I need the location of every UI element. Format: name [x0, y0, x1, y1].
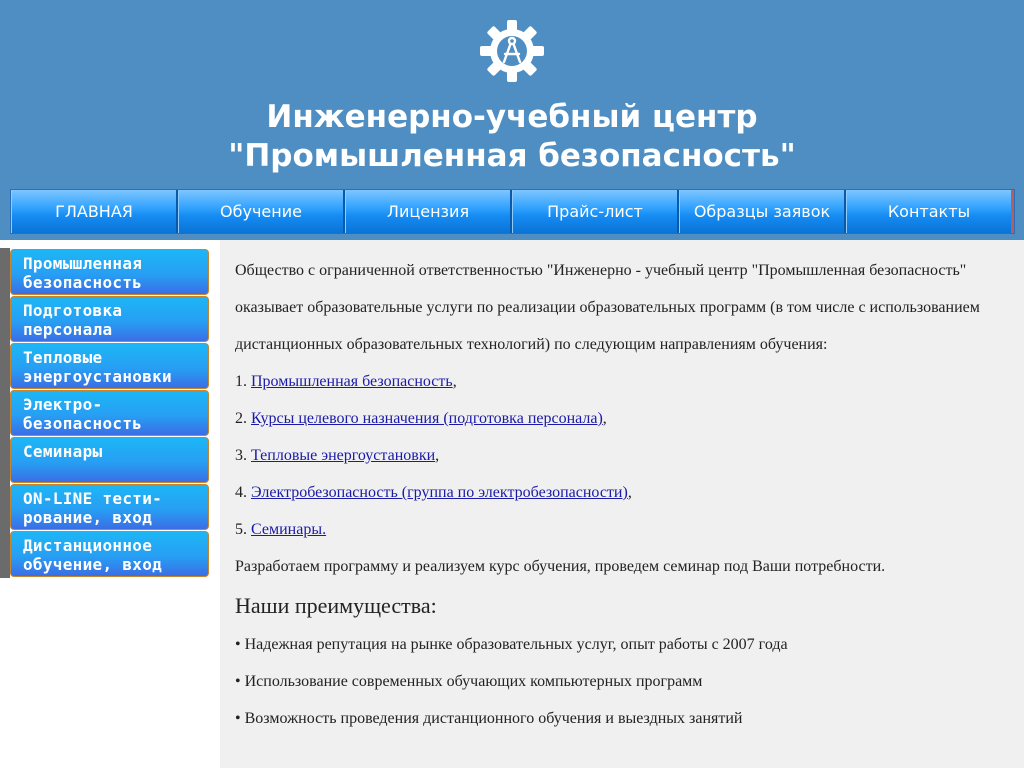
advantage-item: • Использование современных обучающих компьютерных программ [235, 673, 703, 690]
sidebar-item-distance-learning[interactable] [10, 531, 209, 577]
nav-license[interactable]: Лицензия [345, 190, 512, 233]
advantage-item: • Возможность проведения дистанционного обучения и выездных занятий [235, 710, 743, 727]
nav-home[interactable]: ГЛАВНАЯ [11, 190, 178, 233]
sidebar-edge-strip [0, 248, 10, 578]
nav-price-list[interactable]: Прайс-лист [512, 190, 679, 233]
offer-paragraph: Разработаем программу и реализуем курс обучения, проведем семинар под Ваши потребности. [235, 558, 886, 575]
direction-suffix: , [435, 447, 440, 464]
sidebar-item-label: Подготовка [23, 301, 123, 320]
sidebar-item-label: ON-LINE тести- [23, 489, 163, 508]
sidebar-item-electrical-safety[interactable] [10, 390, 209, 436]
sidebar-item-industrial-safety[interactable] [10, 249, 209, 295]
main-content [220, 240, 1024, 768]
direction-number: 5. [235, 521, 247, 538]
sidebar-item-label: рование, вход [23, 508, 153, 527]
direction-item [235, 445, 1005, 466]
direction-link-electrical-safety[interactable]: Электробезопасность (группа по электробезопасности) [251, 484, 628, 501]
direction-item [235, 371, 1005, 392]
sidebar-item-label: энергоустановки [23, 367, 172, 386]
direction-link-seminars[interactable]: Семинары. [251, 521, 327, 538]
direction-link-industrial-safety[interactable]: Промышленная безопасность [251, 373, 453, 390]
direction-suffix: , [627, 484, 632, 501]
top-navigation [10, 189, 1015, 234]
site-title [0, 98, 1024, 176]
intro-paragraph: оказывает образовательные услуги по реализации образовательных программ (в том числе с использованием [235, 299, 980, 316]
site-title-line2: "Промышленная безопасность" [228, 138, 796, 174]
gear-compass-icon[interactable] [478, 18, 546, 84]
intro-paragraph: Общество с ограниченной ответственностью "Инженерно - учебный центр "Промышленная безопасность" [235, 262, 967, 279]
intro-paragraph: дистанционных образовательных технологий) по следующим направлениям обучения: [235, 336, 828, 353]
sidebar-item-label: обучение, вход [23, 555, 163, 574]
sidebar-item-seminars[interactable] [10, 437, 209, 483]
advantages-heading: Наши преимущества: [235, 593, 437, 618]
nav-training[interactable]: Обучение [178, 190, 345, 233]
sidebar-item-label: безопасность [23, 273, 143, 292]
sidebar-item-label: безопасность [23, 414, 143, 433]
sidebar-item-online-testing[interactable] [10, 484, 209, 530]
direction-item [235, 482, 1005, 503]
nav-contacts[interactable]: Контакты [846, 190, 1014, 233]
site-header [0, 0, 1024, 240]
direction-suffix: , [602, 410, 607, 427]
sidebar-item-label: Промышленная [23, 254, 143, 273]
advantage-item: • Надежная репутация на рынке образовательных услуг, опыт работы с 2007 года [235, 636, 788, 653]
sidebar-item-thermal-power[interactable] [10, 343, 209, 389]
direction-number: 3. [235, 447, 247, 464]
sidebar-item-label: Дистанционное [23, 536, 153, 555]
sidebar-item-label: Электро- [23, 395, 103, 414]
direction-suffix: , [452, 373, 457, 390]
nav-application-samples[interactable]: Образцы заявок [679, 190, 846, 233]
sidebar-item-label: Семинары [23, 442, 103, 461]
sidebar-item-staff-training[interactable] [10, 296, 209, 342]
direction-number: 1. [235, 373, 247, 390]
direction-link-target-courses[interactable]: Курсы целевого назначения (подготовка персонала) [251, 410, 603, 427]
direction-link-thermal-power[interactable]: Тепловые энергоустановки [251, 447, 436, 464]
sidebar-item-label: Тепловые [23, 348, 103, 367]
direction-number: 4. [235, 484, 247, 501]
site-title-line1: Инженерно-учебный центр [266, 99, 758, 135]
sidebar-item-label: персонала [23, 320, 113, 339]
direction-item [235, 408, 1005, 429]
direction-item [235, 519, 1005, 540]
direction-number: 2. [235, 410, 247, 427]
